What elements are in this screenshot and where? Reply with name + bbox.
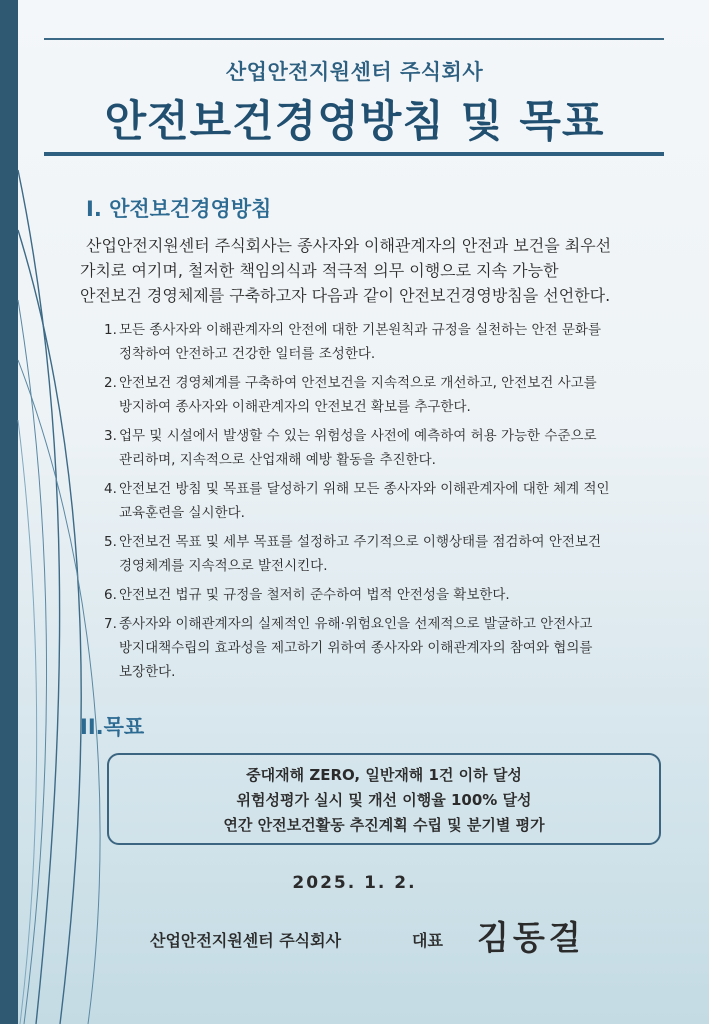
policy-line: 안전보건 방침 및 목표를 달성하기 위해 모든 종사자와 이해관계자에 대한 체계 적인: [119, 481, 610, 497]
intro-paragraph: [80, 233, 680, 308]
goal-item: 연간 안전보건활동 추진계획 수립 및 분기별 평가: [223, 816, 545, 834]
policy-line: 안전보건 경영체계를 구축하여 안전보건을 지속적으로 개선하고, 안전보건 사고를: [119, 375, 597, 391]
section1-heading: I. 안전보건경영방침: [86, 197, 272, 221]
policy-number: 6.: [104, 587, 117, 603]
goal-item: 중대재해 ZERO, 일반재해 1건 이하 달성: [246, 766, 522, 784]
left-accent-bar: [0, 0, 18, 1024]
policy-item: [104, 477, 684, 525]
policy-line: 업무 및 시설에서 발생할 수 있는 위험성을 사전에 예측하여 허용 가능한 수준으로: [119, 428, 597, 444]
policy-text: [119, 371, 684, 419]
policy-list: [104, 318, 684, 689]
policy-text: [119, 318, 684, 366]
signature-title: 대표: [412, 931, 443, 950]
page-title: 안전보건경영방침 및 목표: [104, 97, 605, 147]
policy-number: 3.: [104, 428, 117, 444]
policy-text: [119, 583, 684, 607]
top-rule: [44, 38, 664, 40]
policy-number: 2.: [104, 375, 117, 391]
policy-line: 정착하여 안전하고 건강한 일터를 조성한다.: [119, 346, 376, 362]
policy-text: [119, 424, 684, 472]
title-rule: [44, 152, 664, 156]
goal-item: 위험성평가 실시 및 개선 이행율 100% 달성: [236, 791, 532, 809]
policy-item: [104, 371, 684, 419]
policy-number: 5.: [104, 534, 117, 550]
policy-line: 안전보건 법규 및 규정을 철저히 준수하여 법적 안전성을 확보한다.: [119, 587, 510, 603]
policy-line: 교육훈련을 실시한다.: [119, 505, 245, 521]
policy-text: [119, 530, 684, 578]
policy-line: 경영체계를 지속적으로 발전시킨다.: [119, 558, 328, 574]
policy-number: 4.: [104, 481, 117, 497]
policy-text: [119, 612, 684, 684]
policy-number: 7.: [104, 616, 117, 632]
intro-line: 가치로 여기며, 철저한 책임의식과 적극적 의무 이행으로 지속 가능한: [80, 261, 559, 280]
document-date: 2025. 1. 2.: [292, 873, 417, 893]
goals-box: [107, 753, 661, 845]
intro-line: 산업안전지원센터 주식회사는 종사자와 이해관계자의 안전과 보건을 최우선: [86, 236, 612, 255]
policy-item: [104, 583, 684, 607]
section2-heading: II.목표: [80, 715, 145, 739]
policy-line: 종사자와 이해관계자의 실제적인 유해·위험요인을 선제적으로 발굴하고 안전사고: [119, 616, 593, 632]
policy-line: 방지대책수립의 효과성을 제고하기 위하여 종사자와 이해관계자의 참여와 협의를: [119, 640, 593, 656]
intro-line: 안전보건 경영체제를 구축하고자 다음과 같이 안전보건경영방침을 선언한다.: [80, 286, 611, 305]
signature-name: 김동걸: [477, 918, 585, 957]
policy-line: 관리하며, 지속적으로 산업재해 예방 활동을 추진한다.: [119, 452, 436, 468]
signature-organization: 산업안전지원센터 주식회사: [150, 931, 342, 950]
policy-item: [104, 612, 684, 684]
policy-number: 1.: [104, 322, 117, 338]
policy-line: 모든 종사자와 이해관계자의 안전에 대한 기본원칙과 규정을 실천하는 안전 문화를: [119, 322, 602, 338]
policy-item: [104, 318, 684, 366]
organization-name: 산업안전지원센터 주식회사: [225, 60, 484, 84]
policy-text: [119, 477, 684, 525]
policy-line: 방지하여 종사자와 이해관계자의 안전보건 확보를 추구한다.: [119, 399, 471, 415]
policy-line: 보장한다.: [119, 664, 176, 680]
policy-line: 안전보건 목표 및 세부 목표를 설정하고 주기적으로 이행상태를 점검하여 안전보건: [119, 534, 602, 550]
policy-item: [104, 424, 684, 472]
policy-item: [104, 530, 684, 578]
